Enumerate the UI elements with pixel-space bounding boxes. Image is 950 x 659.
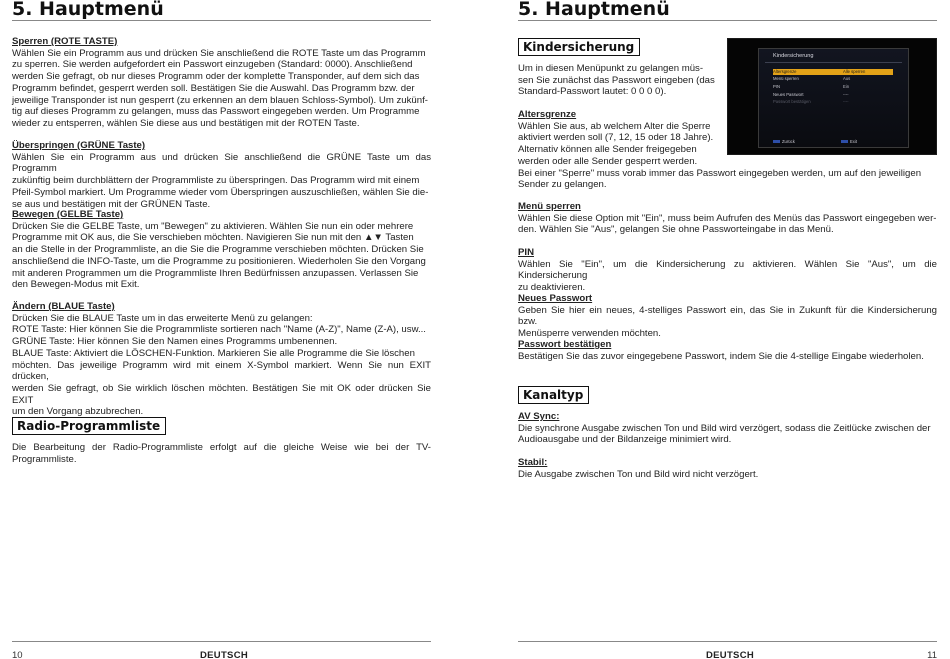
kanaltyp-section — [518, 386, 589, 404]
footer-language: DEUTSCH — [706, 650, 755, 659]
text-line: werden Sie gefragt, ob Sie wirklich löschen möchten. Bestätigen Sie mit OK oder drücken Sie EXIT — [12, 382, 431, 406]
section-heading: Überspringen (GRÜNE Taste) — [12, 140, 146, 151]
text-line: mit anderen Programmen um die Programmliste Ihren Bedürfnissen anzupassen. Verlassen Sie — [12, 267, 419, 279]
text-line: Alternativ können alle Sender freigegeben — [518, 144, 697, 156]
section-heading: Passwort bestätigen — [518, 339, 612, 350]
text-line: um den Vorgang abzubrechen. — [12, 406, 144, 418]
menu-row-selected[interactable] — [773, 69, 893, 75]
menu-divider — [765, 62, 902, 63]
text-line: jeweilige Transponder ist nun gesperrt (zu erkennen an dem blauen Schloss-Symbol). Um zukünf- — [12, 94, 428, 106]
menu-row[interactable] — [773, 92, 893, 98]
section-menue-sperren — [518, 201, 937, 236]
section-heading: PIN — [518, 247, 534, 258]
right-page — [518, 0, 937, 659]
section-bewegen — [12, 209, 431, 291]
text-line: BLAUE Taste: Aktiviert die LÖSCHEN-Funktion. Markieren Sie alle Programme die Sie löschen — [12, 347, 415, 359]
tv-menu-screenshot — [727, 38, 937, 155]
text-line: zu deaktivieren. — [518, 282, 586, 294]
kinder-intro — [518, 63, 715, 98]
text-line: Die synchrone Ausgabe zwischen Ton und Bild wird verzögert, sodass die Zeitlücke zwischen der — [518, 422, 931, 434]
text-line: Die Ausgabe zwischen Ton und Bild wird nicht verzögert. — [518, 468, 759, 480]
section-passwort-bestaetigen — [518, 339, 937, 362]
radio-text: Die Bearbeitung der Radio-Programmliste erfolgt auf die gleiche Weise wie bei der TV-Programmliste. — [12, 442, 431, 465]
footer-divider — [12, 641, 431, 642]
section-aendern — [12, 301, 431, 418]
text-line: Wählen Sie aus, ab welchem Alter die Sperre — [518, 120, 711, 132]
menu-window — [758, 48, 909, 148]
section-heading: AV Sync: — [518, 411, 560, 422]
text-line: Wählen Sie ein Programm aus und drücken Sie anschließend die ROTE Taste um das Programm — [12, 47, 426, 59]
section-neues-passwort — [518, 293, 937, 340]
text-line: GRÜNE Taste: Hier können Sie den Namen eines Programms umbenennen. — [12, 336, 338, 348]
text-line: Sender zu gelangen. — [518, 179, 607, 191]
section-sperren — [12, 36, 431, 130]
menu-row-label: Neues Passwort — [773, 92, 804, 97]
text-line: wieder zu entsperren, wählen Sie diese aus und bestätigen mit der ROTEN Taste. — [12, 117, 360, 129]
text-line: sen Sie zunächst das Passwort eingeben (das — [518, 74, 715, 86]
section-stabil — [518, 457, 937, 480]
menu-row-disabled — [773, 99, 893, 105]
text-line: zukünftig beim durchblättern der Programmliste zu überspringen. Das Programm wird mit einem — [12, 175, 420, 187]
text-line: anschließend die INFO-Taste, um die Programme zu positionieren. Wiederholen Sie den Vorgang — [12, 255, 426, 267]
chapter-divider — [518, 20, 937, 21]
text-line: tig auf dieses Programm zu gelangen, muss das Passwort eingegeben werden. Um Programme — [12, 106, 420, 118]
text-line: Wählen Sie diese Option mit "Ein", muss beim Aufrufen des Menüs das Passwort eingegeben wer- — [518, 212, 937, 224]
text-line: Pfeil-Symbol markiert. Um Programme wieder vom Überspringen auszuschließen, wählen Sie die- — [12, 186, 429, 198]
back-button-label: Zurück — [782, 139, 795, 144]
back-button[interactable] — [773, 139, 795, 144]
text-line: Menüsperre verwenden möchten. — [518, 328, 661, 340]
menu-row-label: Altersgrenze — [773, 69, 797, 74]
menu-row-label: PIN — [773, 84, 780, 89]
text-line: den. Wählen Sie "Aus", gelangen Sie ohne Passworteingabe in das Menü. — [518, 224, 834, 236]
section-heading: Stabil: — [518, 457, 548, 468]
section-heading: Sperren (ROTE TASTE) — [12, 36, 118, 47]
text-line: möchten. Das jeweilige Programm wird mit einem X-Symbol markiert. Wenn Sie nun EXIT drücken, — [12, 359, 431, 383]
kindersicherung-section — [518, 38, 640, 56]
text-line: aktiviert werden soll (7, 12, 15 oder 18 Jahre). — [518, 132, 714, 144]
text-line: Um in diesen Menüpunkt zu gelangen müs- — [518, 63, 704, 74]
text-line: Bei einer "Sperre" muss vorab immer das Passwort eingegeben werden, um auf den jeweiligen — [518, 167, 922, 179]
text-line: Wählen Sie "Ein", um die Kindersicherung zu aktivieren. Wählen Sie "Aus", um die Kindersicherung — [518, 258, 937, 282]
text-line: Programm befindet, gesperrt werden soll. Bestätigen Sie die Auswahl. Das Programm bzw. der — [12, 82, 415, 94]
chapter-title: 5. Hauptmenü — [12, 0, 164, 20]
left-page — [12, 0, 431, 659]
chapter-divider — [12, 20, 431, 21]
chapter-title: 5. Hauptmenü — [518, 0, 670, 20]
text-line: Bestätigen Sie das zuvor eingegebene Passwort, indem Sie die 4-stellige Eingabe wiederholen. — [518, 350, 924, 362]
section-pin — [518, 247, 937, 294]
text-line: ROTE Taste: Hier können Sie die Programmliste sortieren nach "Name (A-Z)", Name (Z-A), usw... — [12, 324, 426, 336]
menu-row-value: Aus — [843, 76, 851, 81]
menu-row[interactable] — [773, 84, 893, 90]
section-ueberspringen — [12, 140, 431, 210]
text-line: se aus und bestätigen mit der GRÜNEN Taste. — [12, 198, 211, 210]
page-number: 11 — [927, 650, 937, 659]
exit-button[interactable] — [841, 139, 857, 144]
text-line: an die Stelle in der Programmliste, an die Sie die Programme verschieben möchten. Drücken Sie — [12, 244, 424, 256]
text-line: zu sperren. Sie werden aufgefordert ein Passwort einzugeben (Standard: 0000). Anschließend — [12, 59, 413, 71]
menu-row-label: Passwort bestätigen — [773, 99, 811, 104]
section-heading: Bewegen (GELBE Taste) — [12, 209, 124, 220]
section-heading: Neues Passwort — [518, 293, 593, 304]
text-line: Standard-Passwort lautet: 0 0 0 0). — [518, 86, 667, 98]
text-line: den Bewegen-Modus mit Exit. — [12, 279, 140, 291]
kindersicherung-box-title: Kindersicherung — [518, 38, 640, 56]
menu-row-value: Ein — [843, 84, 850, 89]
text-line: werden oder alle Sender gesperrt werden. — [518, 155, 698, 167]
footer-divider — [518, 641, 937, 642]
section-heading: Menü sperren — [518, 201, 581, 212]
text-line: werden Sie gefragt, ob nur dieses Programm oder der komplette Transponder, auf dem sich das — [12, 71, 420, 83]
blue-key-icon — [773, 140, 780, 143]
blue-key-icon — [841, 140, 848, 143]
menu-row-label: Menü sperren — [773, 76, 799, 81]
radio-section — [12, 417, 166, 435]
text-line: Wählen Sie ein Programm aus und drücken Sie anschließend die GRÜNE Taste um das Programm — [12, 151, 431, 175]
footer-language: DEUTSCH — [200, 650, 249, 659]
exit-button-label: Exit — [850, 139, 857, 144]
menu-row-value: Alle sperren — [843, 69, 866, 74]
page-number: 10 — [12, 650, 23, 659]
section-heading: Ändern (BLAUE Taste) — [12, 301, 115, 312]
text-line: Geben Sie hier ein neues, 4-stelliges Passwort ein, das Sie in Zukunft für die Kindersicherung bzw. — [518, 304, 937, 328]
text-line: Programme mit OK aus, die Sie verschieben möchten. Navigieren Sie nun mit den ▲▼ Tasten — [12, 232, 414, 244]
kanaltyp-box-title: Kanaltyp — [518, 386, 589, 404]
section-heading: Altersgrenze — [518, 109, 577, 120]
menu-row-value: ---- — [843, 92, 849, 97]
text-line: Audioausgabe und der Bildanzeige minimiert wird. — [518, 434, 732, 446]
radio-box-title: Radio-Programmliste — [12, 417, 166, 435]
menu-row[interactable] — [773, 76, 893, 82]
text-line: Drücken Sie die BLAUE Taste um in das erweiterte Menü zu gelangen: — [12, 312, 313, 324]
menu-window-title: Kindersicherung — [773, 53, 814, 59]
section-av-sync — [518, 411, 937, 446]
text-line: Drücken Sie die GELBE Taste, um "Bewegen" zu aktivieren. Wählen Sie nun ein oder mehrere — [12, 220, 414, 232]
menu-row-value: ---- — [843, 99, 849, 104]
